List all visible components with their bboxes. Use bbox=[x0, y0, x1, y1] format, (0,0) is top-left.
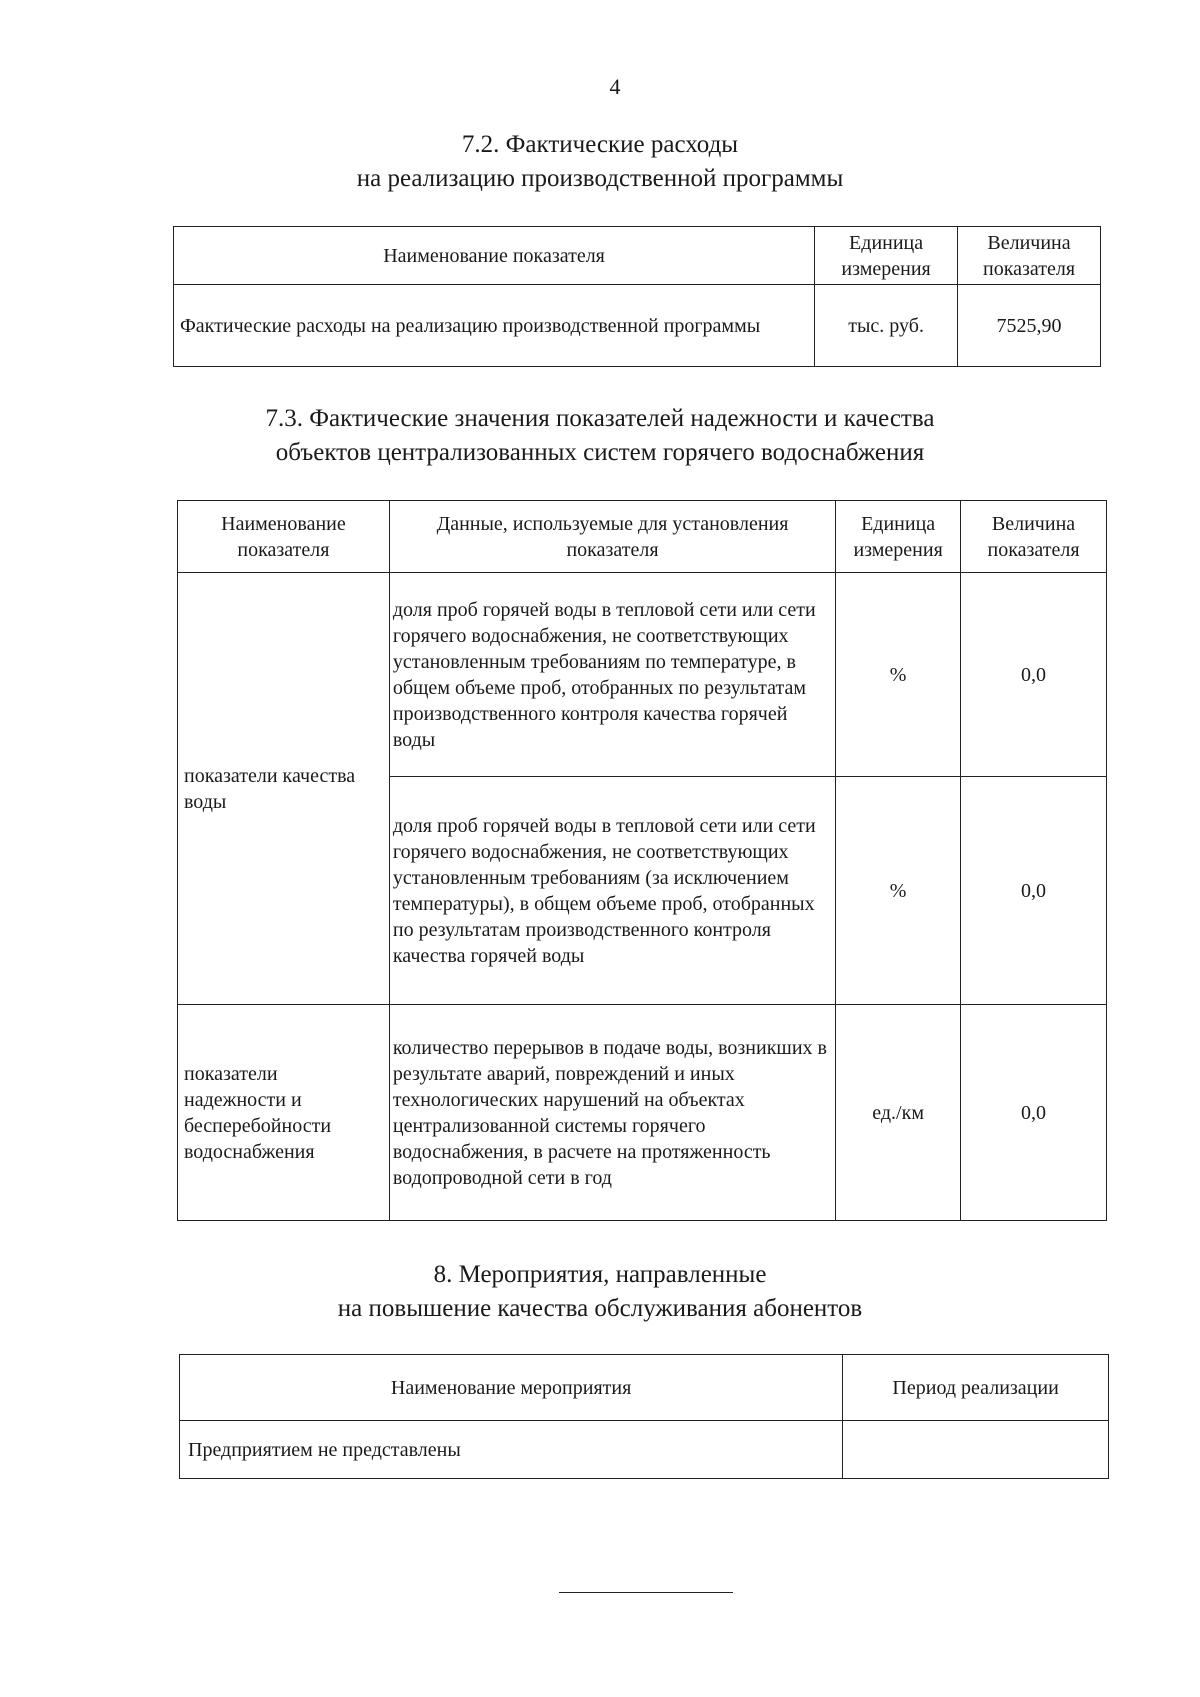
measures-header-period: Период реализации bbox=[843, 1355, 1109, 1421]
indicators-row-data: доля проб горячей воды в тепловой сети или сети горячего водоснабжения, не соответствующих установленным требованиям по температуре, в общем объеме проб, отобранных по результатам производственного контроля качества горячей воды bbox=[389, 573, 835, 777]
measures-row-period bbox=[843, 1421, 1109, 1479]
indicators-header-data: Данные, используемые для установления показателя bbox=[389, 501, 835, 573]
indicators-row-unit: % bbox=[836, 777, 961, 1005]
indicators-row-unit: % bbox=[836, 573, 961, 777]
section-72-title bbox=[0, 128, 1200, 196]
measures-table-header-row bbox=[180, 1355, 1109, 1421]
indicators-table-row bbox=[178, 1005, 1107, 1221]
indicators-row-value: 0,0 bbox=[961, 1005, 1107, 1221]
expenses-table-header-row bbox=[174, 227, 1101, 285]
section-73-title bbox=[0, 402, 1200, 470]
indicators-header-name: Наименование показателя bbox=[178, 501, 390, 573]
section-73-title-line1: 7.3. Фактические значения показателей надежности и качества bbox=[265, 405, 935, 432]
section-73-title-line2: объектов централизованных систем горячего водоснабжения bbox=[275, 439, 925, 466]
section-8-title bbox=[0, 1258, 1200, 1326]
expenses-header-unit: Единица измерения bbox=[815, 227, 958, 285]
indicators-group-reliability-name: показатели надежности и бесперебойности водоснабжения bbox=[178, 1005, 390, 1221]
section-8-title-line1: 8. Мероприятия, направленные bbox=[433, 1261, 767, 1288]
indicators-header-value: Величина показателя bbox=[961, 501, 1107, 573]
indicators-table-header-row bbox=[178, 501, 1107, 573]
section-8-title-line2: на повышение качества обслуживания абонентов bbox=[337, 1295, 863, 1322]
expenses-row-unit: тыс. руб. bbox=[815, 285, 958, 367]
end-of-document-rule bbox=[559, 1592, 733, 1593]
indicators-table-row bbox=[178, 573, 1107, 777]
expenses-row-value: 7525,90 bbox=[958, 285, 1101, 367]
measures-table bbox=[179, 1354, 1109, 1479]
indicators-table bbox=[177, 500, 1107, 1221]
expenses-table bbox=[173, 226, 1101, 367]
page-number: 4 bbox=[609, 74, 621, 99]
indicators-row-data: количество перерывов в подаче воды, возникших в результате аварий, повреждений и иных технологических нарушений на объектах централизованной системы горячего водоснабжения, в расчете на протяженность водопроводной сети в год bbox=[389, 1005, 835, 1221]
indicators-row-value: 0,0 bbox=[961, 777, 1107, 1005]
measures-row-name: Предприятием не представлены bbox=[180, 1421, 843, 1479]
expenses-header-value: Величина показателя bbox=[958, 227, 1101, 285]
indicators-row-unit: ед./км bbox=[836, 1005, 961, 1221]
indicators-group-quality-name: показатели качества воды bbox=[178, 573, 390, 1005]
measures-table-row bbox=[180, 1421, 1109, 1479]
section-72-title-line2: на реализацию производственной программы bbox=[356, 165, 844, 192]
expenses-row-name: Фактические расходы на реализацию производственной программы bbox=[174, 285, 815, 367]
section-72-title-line1: 7.2. Фактические расходы bbox=[461, 131, 739, 158]
expenses-table-row bbox=[174, 285, 1101, 367]
indicators-header-unit: Единица измерения bbox=[836, 501, 961, 573]
measures-header-name: Наименование мероприятия bbox=[180, 1355, 843, 1421]
indicators-row-data: доля проб горячей воды в тепловой сети или сети горячего водоснабжения, не соответствующих установленным требованиям (за исключением температуры), в общем объеме проб, отобранных по результатам производственного контроля качества горячей воды bbox=[389, 777, 835, 1005]
expenses-header-name: Наименование показателя bbox=[174, 227, 815, 285]
indicators-row-value: 0,0 bbox=[961, 573, 1107, 777]
